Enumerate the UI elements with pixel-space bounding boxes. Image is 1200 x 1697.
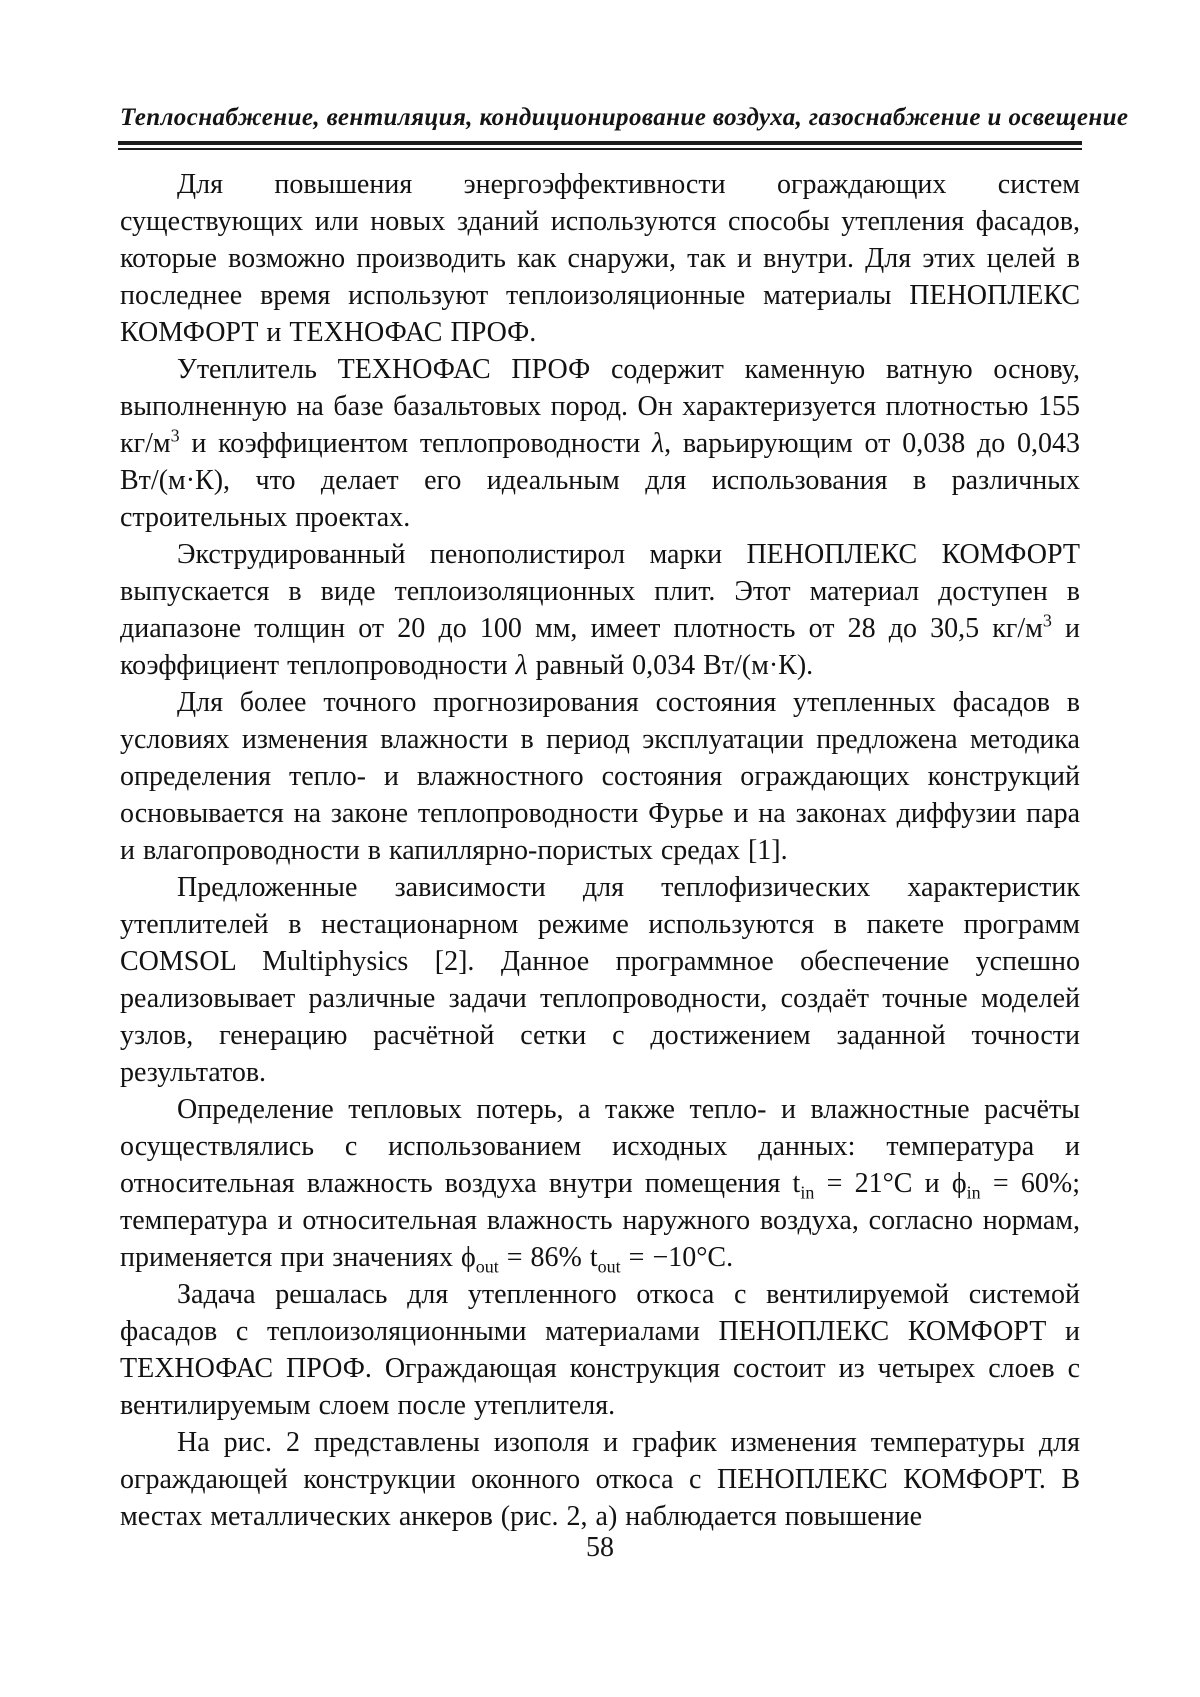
body-paragraph-7: Задача решалась для утепленного откоса с вентилируемой системой фасадов с теплоизоляционными материалами ПЕНОПЛЕКС КОМФОРТ и ТЕХНОФАС ПРОФ. Ограждающая конструкция состоит из четырех слоев с вентилируемым слоем после утеплителя. xyxy=(120,1279,1080,1421)
body-paragraph-5: Предложенные зависимости для теплофизических характеристик утеплителей в нестационарном режиме используются в пакете программ COMSOL Multiphysics [2]. Данное программное обеспечение успешно реализовывает различные задачи теплопроводности, создаёт точные моделей узлов, генерацию расчётной сетки с достижением заданной точности результатов. xyxy=(120,872,1080,1088)
article-body xyxy=(120,166,1080,1535)
body-paragraph-8: На рис. 2 представлены изополя и график изменения температуры для ограждающей конструкции оконного откоса с ПЕНОПЛЕКС КОМФОРТ. В местах металлических анкеров (рис. 2, а) наблюдается повышение xyxy=(120,1427,1080,1532)
body-paragraph-6: Определение тепловых потерь, а также тепло- и влажностные расчёты осуществлялись с использованием исходных данных: температура и относительная влажность воздуха внутри помещения $t_{in} = 21^\circ С$ и $\phi_{in} = 60\%$; температура и относительная влажность наружного воздуха, согласно нормам, применяется при значениях $\phi_{out} = 86\%$ $t_{out} = -10^\circ С$. xyxy=(120,1094,1080,1277)
body-paragraph-3: Экструдированный пенополистирол марки ПЕНОПЛЕКС КОМФОРТ выпускается в виде теплоизоляционных плит. Этот материал доступен в диапазоне толщин от 20 до 100 мм, имеет плотность от 28 до 30,5 $кг/м^3$ и коэффициент теплопроводности λ равный 0,034 Вт/(м·К). xyxy=(120,539,1081,681)
running-header: Теплоснабжение, вентиляция, кондиционирование воздуха, газоснабжение и освещение xyxy=(120,104,1129,131)
header-rule xyxy=(118,141,1082,150)
body-paragraph-2: Утеплитель ТЕХНОФАС ПРОФ содержит каменную ватную основу, выполненную на базе базальтовых пород. Он характеризуется плотностью 155 $кг/м^3$ и коэффициентом теплопроводности λ, варьирующим от 0,038 до 0,043 Вт/(м·К), что делает его идеальным для использования в различных строительных проектах. xyxy=(120,354,1080,533)
body-paragraph-4: Для более точного прогнозирования состояния утепленных фасадов в условиях изменения влажности в период эксплуатации предложена методика определения тепло- и влажностного состояния ограждающих конструкций основывается на законе теплопроводности Фурье и на законах диффузии пара и влагопроводности в капиллярно-пористых средах [1]. xyxy=(120,687,1080,866)
page-number: 58 xyxy=(586,1532,614,1563)
body-paragraph-1: Для повышения энергоэффективности ограждающих систем существующих или новых зданий используются способы утепления фасадов, которые возможно производить как снаружи, так и внутри. Для этих целей в последнее время используют теплоизоляционные материалы ПЕНОПЛЕКС КОМФОРТ и ТЕХНОФАС ПРОФ. xyxy=(120,169,1080,348)
